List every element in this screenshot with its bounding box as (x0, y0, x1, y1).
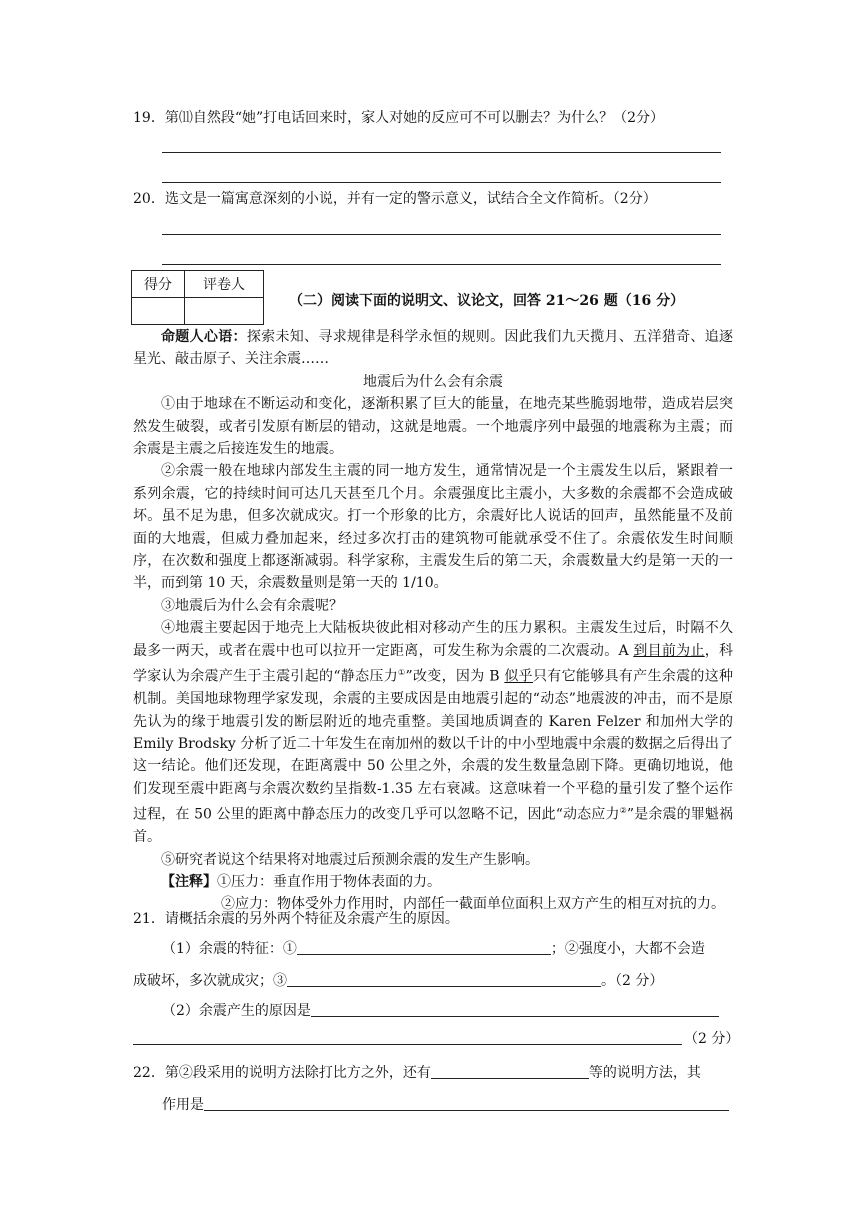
answer-blank[interactable] (297, 940, 551, 955)
grader-label: 评卷人 (185, 271, 264, 298)
article-paragraph-1: ①由于地球在不断运动和变化，逐渐积累了巨大的能量，在地壳某些脆弱地带，造成岩层突然发生破裂，或者引发原有断层的错动，这就是地震。一个地震序列中最强的地震称为主震；而余震是主震之后接连发生的地震。 (133, 396, 733, 458)
answer-blank[interactable] (311, 1002, 719, 1017)
answer-blank[interactable] (287, 972, 601, 987)
article-title: 地震后为什么会有余震 (363, 373, 503, 390)
section-heading: （二）阅读下面的说明文、议论文，回答 21～26 题（16 分） (289, 293, 685, 309)
q22-effect (162, 1094, 729, 1114)
score-table (131, 270, 264, 325)
p4-part: ”是余震的罪魁祸首。 (133, 806, 733, 846)
q21-sub1-label: （1）余震的特征：① (162, 941, 297, 957)
q21-sub2-label: （2）余震产生的原因是 (162, 1003, 311, 1019)
q21-sub1-text: ；②强度小，大都不会造 (550, 941, 705, 957)
article-paragraph-5: ⑤研究者说这个结果将对地震过后预测余震的发生产生影响。 (161, 851, 539, 868)
question-22 (133, 1062, 701, 1082)
p4-part: ”改变，因为 B (405, 668, 505, 685)
q22-effect-label: 作用是 (162, 1097, 204, 1113)
q21-sub2 (162, 1000, 719, 1020)
q22-text: 22．第②段采用的说明方法除打比方之外，还有 (133, 1065, 431, 1081)
annotation-1 (133, 871, 733, 893)
annotation-text: ①压力：垂直作用于物体表面的力。 (217, 874, 441, 891)
underlined-phrase-a: 到目前为止 (633, 642, 705, 659)
answer-line[interactable] (133, 1044, 682, 1045)
answer-line[interactable] (162, 234, 721, 235)
annotation-label: 【注释】 (161, 874, 217, 891)
q21-sub1-line1 (162, 938, 705, 958)
q22-text2: 等的说明方法，其 (588, 1065, 701, 1081)
grader-cell[interactable] (185, 298, 264, 325)
footnote-mark-1: ① (398, 668, 406, 678)
underlined-phrase-b: 似乎 (504, 668, 533, 685)
score-label: 得分 (132, 271, 185, 298)
article-paragraph-4 (133, 617, 733, 848)
author-note-text: 探索未知、寻求规律是科学永恒的规则。因此我们九天揽月、五洋猎奇、追逐星光、敲击原子、关注余震…… (133, 329, 734, 368)
footnote-mark-2: ② (619, 806, 627, 816)
answer-line[interactable] (162, 152, 721, 153)
q21-sub1-score: 。（2 分） (601, 973, 664, 989)
q21-sub2-score: （2 分） (684, 1031, 740, 1047)
author-note-label: 命题人心语： (161, 329, 247, 345)
annotation-2: ②应力：物体受外力作用时，内部任一截面单位面积上双方产生的相互对抗的力。 (221, 896, 725, 913)
article-block (133, 326, 733, 916)
question-20: 20．选文是一篇寓意深刻的小说，并有一定的警示意义，试结合全文作简析。（2分） (133, 191, 657, 207)
q21-sub1-text2: 成破坏，多次就成灾；③ (133, 973, 287, 989)
p4-part: 只有它能够具有产生余震的这种机制。美国地球物理学家发现，余震的主要成因是由地震引起的“动态”地震波的冲击，而不是原先认为的缘于地震引发的断层附近的地壳重整。美国地质调查的 Karen Felzer 和加州大学的 Emily Brodsky 分析了近二十年发生在南加州的数以千计的中小型地震中余震的数据之后得出了这一结论。他们还发现，在距离震中 50 公里之外，余震的发生数量急剧下降。更确切地说，他们发现至震中距离与余震次数约呈指数-1.35 左右衰减。这意味着一个平稳的量引发了整个运作过程，在 50 公里的距离中静态压力的改变几乎可以忽略不记，因此“动态应力 (133, 668, 734, 823)
article-paragraph-2: ②余震一般在地球内部发生主震的同一地方发生，通常情况是一个主震发生以后，紧跟着一系列余震，它的持续时间可达几天甚至几个月。余震强度比主震小，大多数的余震都不会造成破坏。虽不足为患，但多次就成灾。打一个形象的比方，余震好比人说话的回声，虽然能量不及前面的大地震，但威力叠加起来，经过多次打击的建筑物可能就承受不住了。余震依发生时间顺序，在次数和强度上都逐渐减弱。科学家称，主震发生后的第二天，余震数量大约是第一天的一半，而到第 10 天，余震数量则是第一天的 1/10。 (133, 463, 733, 592)
score-cell[interactable] (132, 298, 185, 325)
p4-part: ，科学家认为余震产生于主震引起的“静态压力 (133, 642, 734, 685)
question-21: 21．请概括余震的另外两个特征及余震产生的原因。 (133, 911, 459, 927)
article-paragraph-3: ③地震后为什么会有余震呢？ (161, 597, 343, 614)
author-note (133, 326, 733, 371)
answer-line[interactable] (162, 182, 721, 183)
p4-part: ④地震主要起因于地壳上大陆板块彼此相对移动产生的压力累积。主震发生过后，时隔不久最多一两天，或者在震中也可以拉开一定距离，可发生称为余震的二次震动。A (133, 620, 733, 659)
answer-blank[interactable] (431, 1064, 589, 1079)
answer-blank[interactable] (204, 1096, 729, 1111)
answer-line[interactable] (162, 264, 721, 265)
q21-sub1-line2 (133, 970, 663, 990)
question-19: 19．第⑾自然段“她”打电话回来时，家人对她的反应可不可以删去？为什么？（2分） (133, 110, 665, 126)
